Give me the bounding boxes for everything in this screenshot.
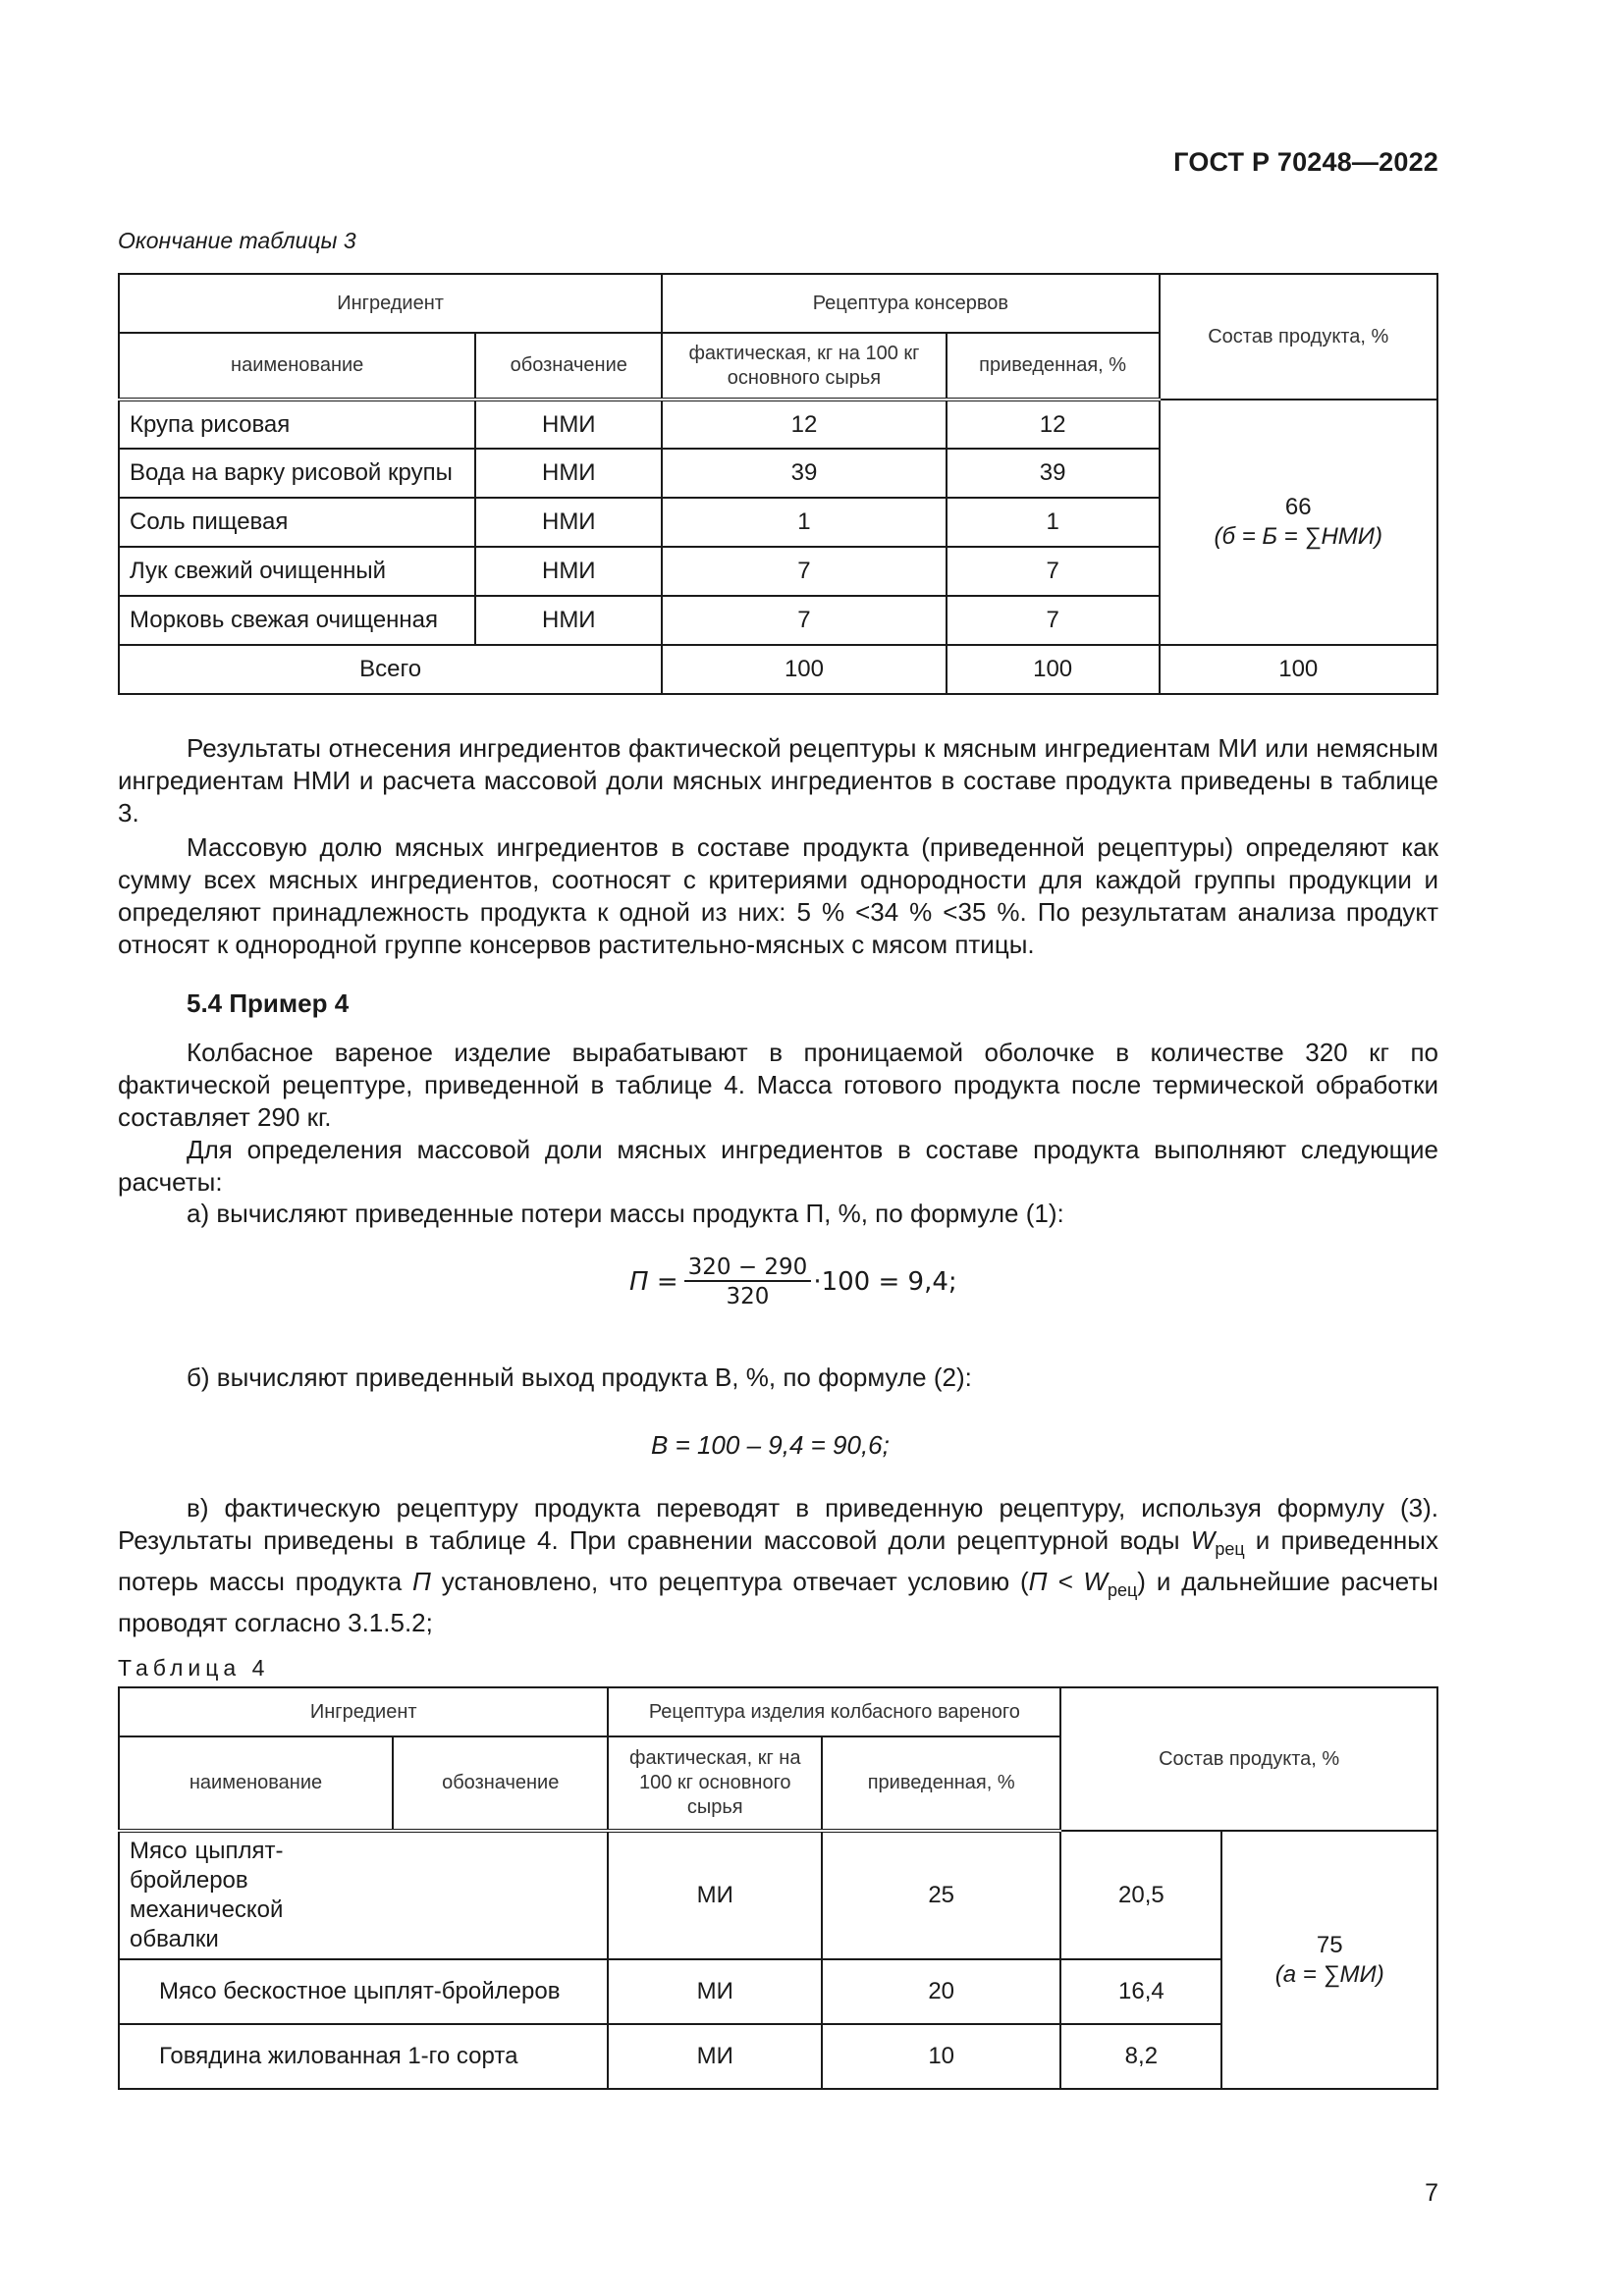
total-actual: 100 — [662, 645, 947, 694]
cell-designation: НМИ — [475, 498, 662, 547]
cell-actual: 20 — [822, 1959, 1060, 2024]
cell-actual: 25 — [822, 1831, 1060, 1959]
paragraph-results: Результаты отнесения ингредиентов фактической рецептуры к мясным ингредиентам МИ или немясным ингредиентам НМИ и расчета массовой доли мясных ингредиентов в составе продукта приведены в таблице 3. — [118, 733, 1438, 828]
cell-designation: НМИ — [475, 400, 662, 449]
cell-name: Лук свежий очищенный — [119, 547, 475, 596]
cell-reduced: 16,4 — [1060, 1959, 1221, 2024]
cell-designation: МИ — [608, 1959, 822, 2024]
table3-head-ingredient: Ингредиент — [119, 274, 662, 333]
table3-merged-composition — [1160, 400, 1438, 645]
table3-total-row — [119, 645, 1437, 694]
formula-1-denominator: 320 — [726, 1284, 770, 1309]
page-number: 7 — [1425, 2179, 1438, 2207]
table3-head-reduced: приведенная, % — [947, 333, 1160, 400]
cell-reduced: 7 — [947, 547, 1160, 596]
cell-actual: 7 — [662, 547, 947, 596]
cell-actual: 10 — [822, 2024, 1060, 2089]
total-label: Всего — [119, 645, 662, 694]
table-row — [119, 1831, 1437, 1959]
paragraph-mass-share: Массовую долю мясных ингредиентов в составе продукта (приведенной рецептуры) определяют как сумму всех мясных ингредиентов, соотносят с критериями однородности для каждой группы продукции и определяют принадлежность продукта к одной из них: 5 % <34 % <35 %. По результатам анализа продукт относят к однородной группе консервов растительно-мясных с мясом птицы. — [118, 832, 1438, 959]
cell-actual: 12 — [662, 400, 947, 449]
cell-name: Говядина жилованная 1-го сорта — [119, 2024, 608, 2089]
section-title: 5.4 Пример 4 — [187, 988, 350, 1018]
cell-name: Мясо бескостное цыплят-бройлеров — [119, 1959, 608, 2024]
cell-reduced: 1 — [947, 498, 1160, 547]
table4-head-reduced: приведенная, % — [822, 1736, 1060, 1831]
table4-head-recipe: Рецептура изделия колбасного вареного — [608, 1687, 1060, 1736]
total-composition: 100 — [1160, 645, 1438, 694]
cell-designation: МИ — [608, 1831, 822, 1959]
cell-reduced: 20,5 — [1060, 1831, 1221, 1959]
cell-designation: МИ — [608, 2024, 822, 2089]
formula-1-numerator: 320 − 290 — [684, 1255, 812, 1281]
table3-head-recipe: Рецептура консервов — [662, 274, 1159, 333]
formula-1-lhs: П = — [629, 1267, 678, 1297]
cell-name: Соль пищевая — [119, 498, 475, 547]
table3-head-composition: Состав продукта, % — [1160, 274, 1438, 400]
cell-actual: 1 — [662, 498, 947, 547]
cell-name: Мясо цыплят-бройлеров механической обвалки — [119, 1831, 608, 1959]
table4-merged-composition — [1221, 1831, 1437, 2089]
table-row — [119, 400, 1437, 449]
merged-value: 66 — [1284, 494, 1312, 520]
cell-name: Морковь свежая очищенная — [119, 596, 475, 645]
merged-note: (а = ∑МИ) — [1274, 1960, 1384, 1988]
table4-head-composition: Состав продукта, % — [1060, 1687, 1437, 1831]
cell-reduced: 8,2 — [1060, 2024, 1221, 2089]
merged-note: (б = Б = ∑НМИ) — [1214, 523, 1382, 550]
table4-head-actual: фактическая, кг на 100 кг основного сырья — [608, 1736, 822, 1831]
cell-designation: НМИ — [475, 547, 662, 596]
cell-name: Вода на варку рисовой крупы — [119, 449, 475, 498]
total-reduced: 100 — [947, 645, 1160, 694]
list-item-a: а) вычисляют приведенные потери массы продукта П, %, по формуле (1): — [187, 1199, 1064, 1228]
table3 — [118, 273, 1438, 695]
cell-reduced: 39 — [947, 449, 1160, 498]
list-item-c: в) фактическую рецептуру продукта переводят в приведенную рецептуру, используя формулу (3). Результаты приведены в таблице 4. При сравнении массовой доли рецептурной воды $W_{рец}$ и приведенных потерь массы продукта П установлено, что рецептура отвечает условию $(П < W_{рец})$ и дальнейшие расчеты проводят согласно 3.1.5.2; — [118, 1493, 1438, 1638]
cell-reduced: 12 — [947, 400, 1160, 449]
table4-head-name: наименование — [119, 1736, 393, 1831]
table3-head-designation: обозначение — [475, 333, 662, 400]
cell-actual: 7 — [662, 596, 947, 645]
list-item-b: б) вычисляют приведенный выход продукта В, %, по формуле (2): — [187, 1362, 972, 1392]
formula-1-rhs: ·100 = 9,4; — [813, 1267, 957, 1297]
table4-caption: Таблица 4 — [118, 1655, 270, 1681]
table4-head-ingredient: Ингредиент — [119, 1687, 608, 1736]
document-code: ГОСТ Р 70248—2022 — [1173, 147, 1438, 177]
table3-head-name: наименование — [119, 333, 475, 400]
formula-1 — [628, 1255, 958, 1309]
cell-designation: НМИ — [475, 596, 662, 645]
cell-designation: НМИ — [475, 449, 662, 498]
table4-head-designation: обозначение — [393, 1736, 608, 1831]
cell-name: Крупа рисовая — [119, 400, 475, 449]
table4 — [118, 1686, 1438, 2090]
table3-caption: Окончание таблицы 3 — [118, 228, 356, 253]
table3-head-actual: фактическая, кг на 100 кг основного сырья — [662, 333, 947, 400]
formula-2: В = 100 – 9,4 = 90,6; — [651, 1430, 890, 1460]
cell-reduced: 7 — [947, 596, 1160, 645]
merged-value: 75 — [1316, 1931, 1343, 1958]
paragraph-example: Колбасное вареное изделие вырабатывают в проницаемой оболочке в количестве 320 кг по фактической рецептуре, приведенной в таблице 4. Масса готового продукта после термической обработки составляет 290 кг. — [118, 1038, 1438, 1132]
paragraph-calculations: Для определения массовой доли мясных ингредиентов в составе продукта выполняют следующие расчеты: — [118, 1135, 1438, 1197]
cell-actual: 39 — [662, 449, 947, 498]
